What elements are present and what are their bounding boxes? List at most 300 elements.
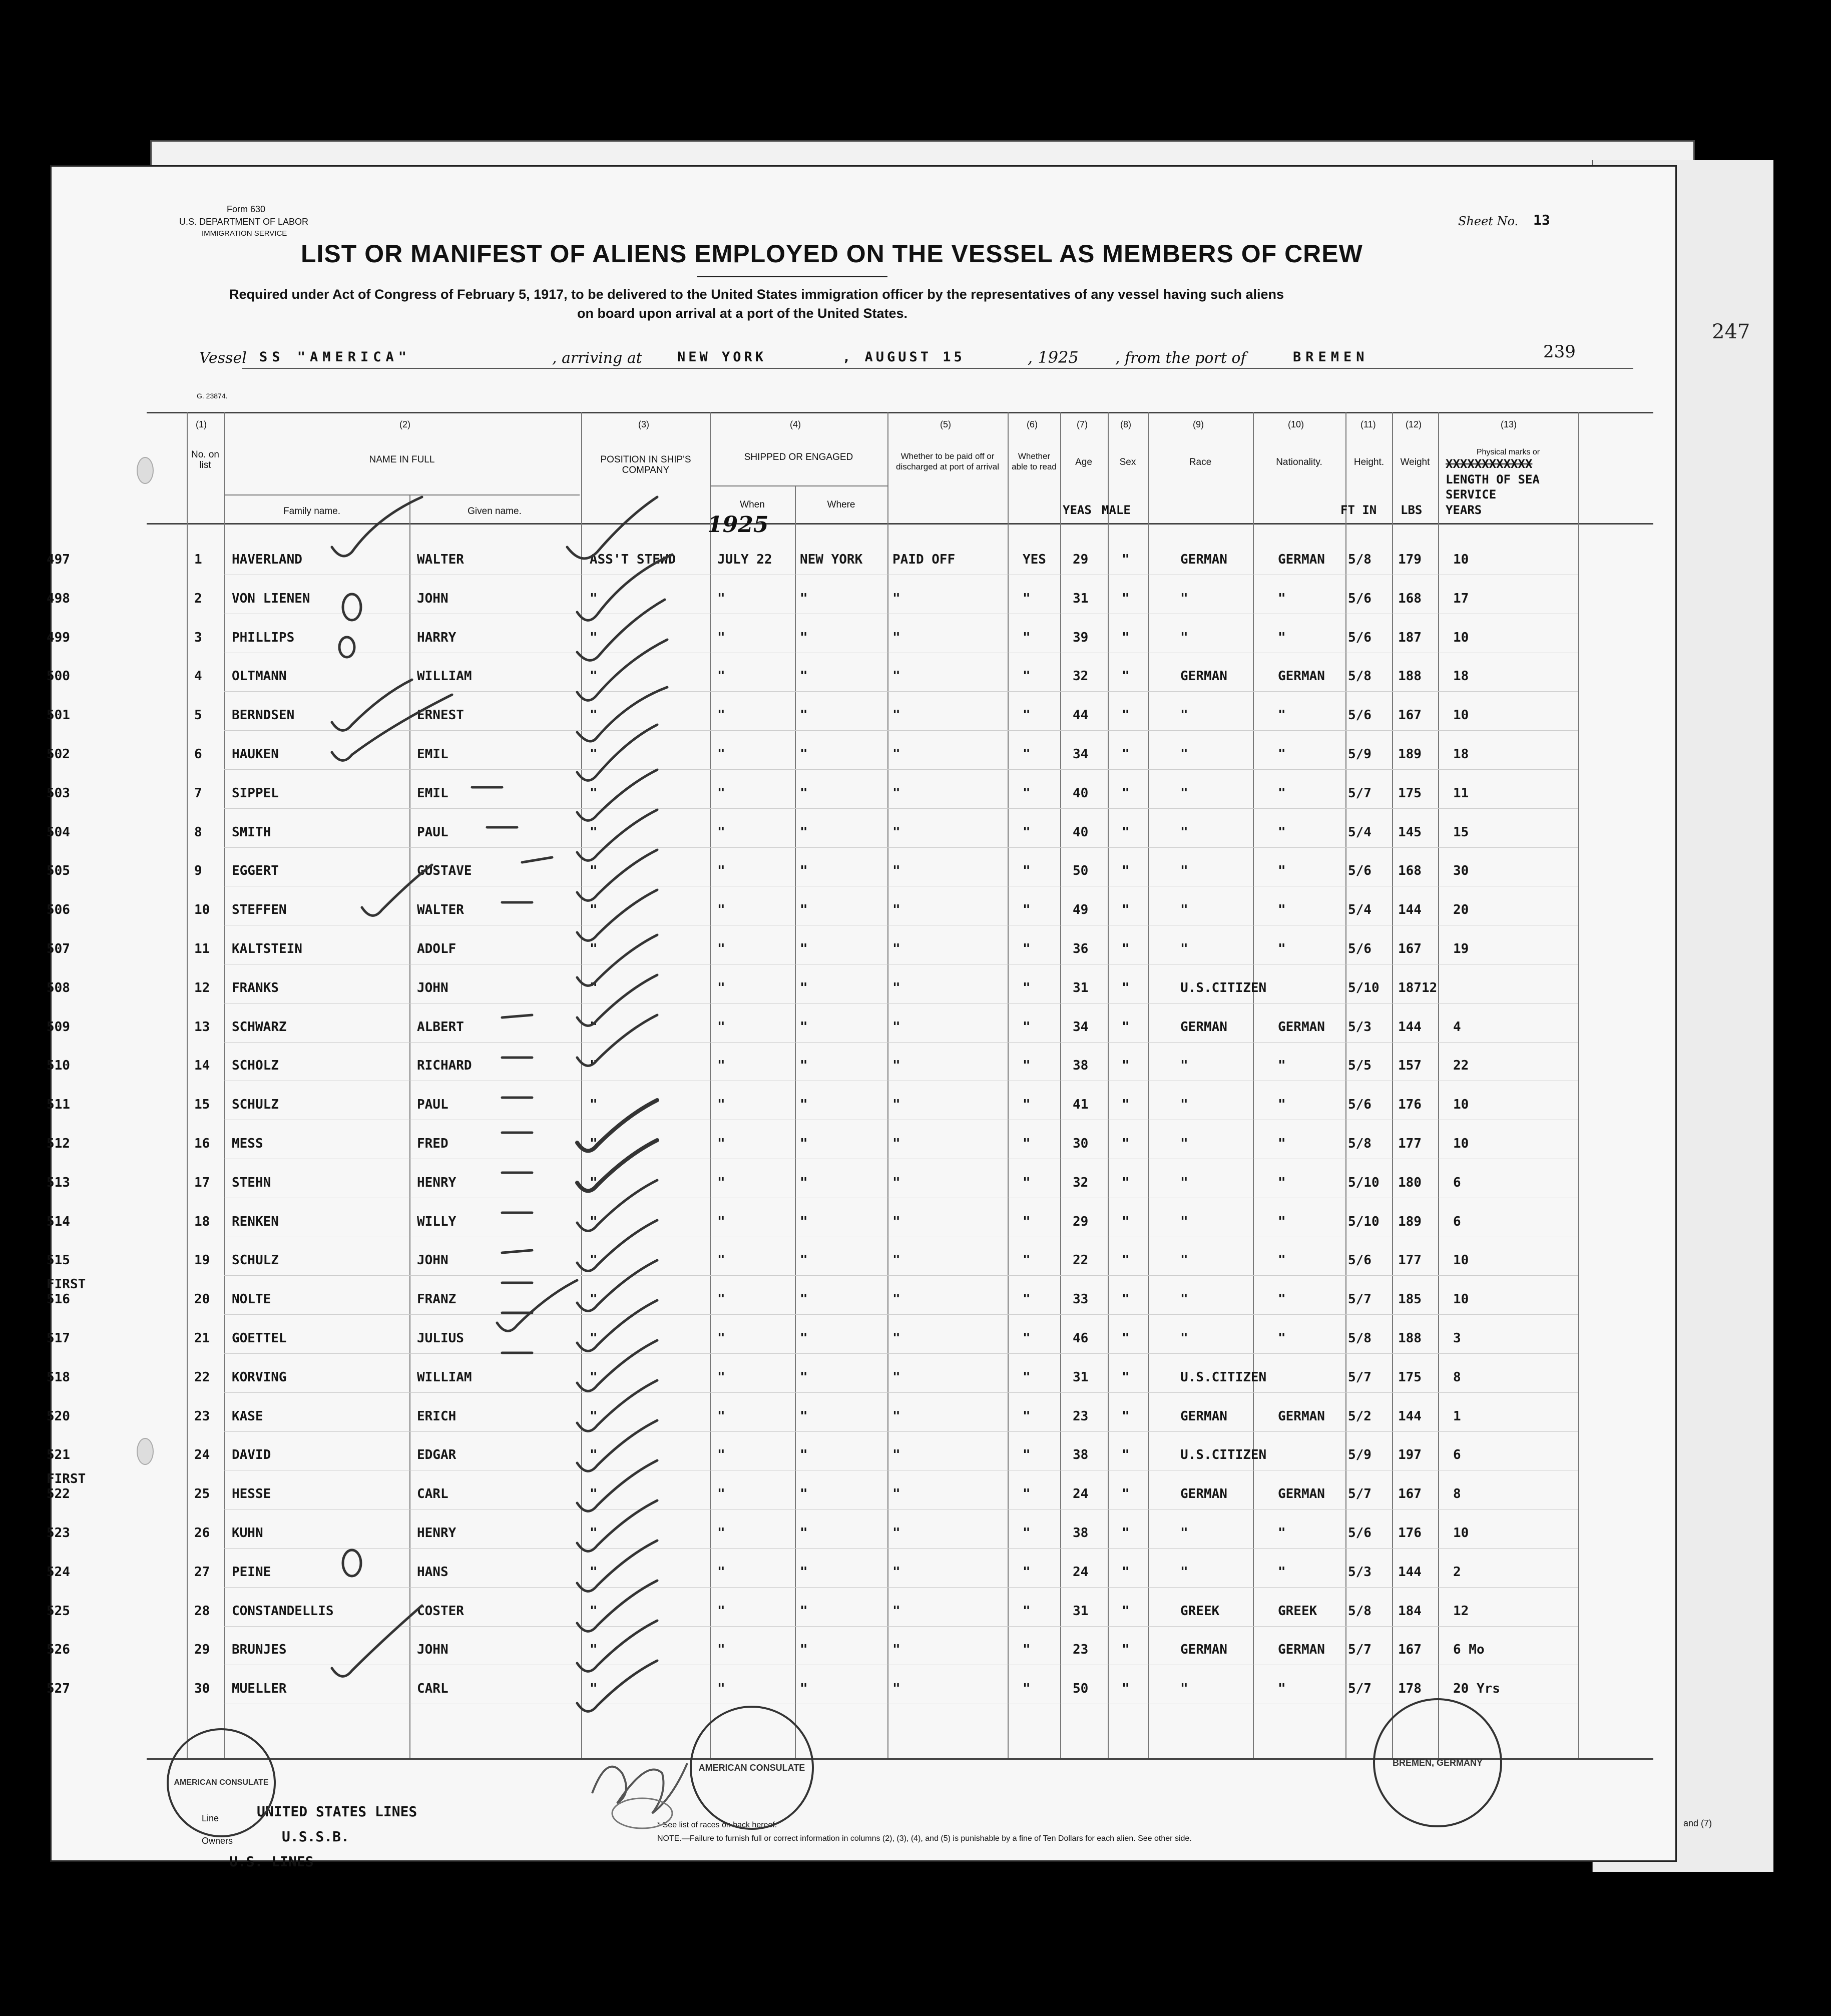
sheet-label: Sheet No. — [1458, 214, 1519, 228]
able-to-read: " — [1023, 1564, 1031, 1580]
given-name: WILLIAM — [417, 1369, 472, 1385]
height: 5/8 — [1348, 669, 1371, 684]
nationality: " — [1278, 824, 1286, 840]
family-name: VON LIENEN — [232, 591, 310, 606]
height: 5/6 — [1348, 708, 1371, 723]
able-to-read: " — [1023, 708, 1031, 723]
race: " — [1180, 941, 1188, 956]
age: 32 — [1073, 669, 1089, 684]
race: GERMAN — [1180, 1642, 1227, 1658]
weight: 178 — [1398, 1681, 1422, 1697]
sex: " — [1122, 669, 1130, 684]
position: " — [590, 824, 598, 840]
able-to-read: YES — [1023, 552, 1046, 567]
able-to-read: " — [1023, 1642, 1031, 1658]
weight: 189 — [1398, 1214, 1422, 1229]
serial-number: 523 — [47, 1526, 70, 1541]
position: " — [590, 1097, 598, 1113]
row-number: 4 — [194, 669, 202, 684]
shipped-when: " — [717, 747, 725, 762]
row-number: 30 — [194, 1681, 210, 1697]
family-name: CONSTANDELLIS — [232, 1603, 334, 1619]
gpo-code: G. 23874. — [197, 392, 228, 400]
seal-text: AMERICAN CONSULATE — [698, 1762, 805, 1773]
row-note: FIRST — [47, 1471, 86, 1487]
given-name: HARRY — [417, 630, 456, 645]
age: 29 — [1073, 552, 1089, 567]
family-name: SCHULZ — [232, 1253, 279, 1268]
serial-number: 518 — [47, 1369, 70, 1385]
age: 34 — [1073, 1019, 1089, 1035]
race: U.S.CITIZEN — [1180, 980, 1267, 995]
age: 31 — [1073, 1369, 1089, 1385]
race: " — [1180, 747, 1188, 762]
no-on-list-header: No. on list — [191, 449, 219, 470]
paid-off: " — [892, 747, 900, 762]
height: 5/9 — [1348, 1447, 1371, 1463]
weight: 180 — [1398, 1175, 1422, 1190]
able-to-read: " — [1023, 1486, 1031, 1502]
unit-age: YEAS — [1063, 503, 1092, 517]
age: 50 — [1073, 1681, 1089, 1697]
serial-number: 515 — [47, 1253, 70, 1268]
position: " — [590, 747, 598, 762]
able-to-read: " — [1023, 1369, 1031, 1385]
sex: " — [1122, 1175, 1130, 1190]
height: 5/2 — [1348, 1408, 1371, 1424]
col-num: (7) — [1077, 419, 1088, 429]
punch-hole-icon — [137, 457, 154, 484]
height: 5/6 — [1348, 941, 1371, 956]
weight: 184 — [1398, 1603, 1422, 1619]
row-rule — [224, 691, 1578, 692]
race: " — [1180, 863, 1188, 879]
position: " — [590, 1564, 598, 1580]
sea-service: 2 — [1453, 1564, 1461, 1580]
family-name: STEHN — [232, 1175, 271, 1190]
position: " — [590, 1603, 598, 1619]
weight: 167 — [1398, 941, 1422, 956]
sea-service: 30 — [1453, 863, 1469, 879]
family-name: NOLTE — [232, 1292, 271, 1307]
able-to-read: " — [1023, 1214, 1031, 1229]
position: " — [590, 902, 598, 918]
sex: " — [1122, 1564, 1130, 1580]
sea-service: 15 — [1453, 824, 1469, 840]
age: 38 — [1073, 1447, 1089, 1463]
shipped-when: " — [717, 785, 725, 801]
shipped-where: " — [800, 941, 808, 956]
paid-off: " — [892, 669, 900, 684]
seal-text: BREMEN, GERMANY — [1392, 1757, 1483, 1768]
shipped-where: " — [800, 1136, 808, 1151]
sea-service: 10 — [1453, 1526, 1469, 1541]
nationality: " — [1278, 863, 1286, 879]
position: " — [590, 708, 598, 723]
sea-service: 17 — [1453, 591, 1469, 606]
age: 31 — [1073, 591, 1089, 606]
given-name: ERNEST — [417, 708, 464, 723]
shipped-when: " — [717, 669, 725, 684]
height: 5/10 — [1348, 980, 1380, 995]
name-subheader-rule — [224, 494, 580, 495]
age-header: Age — [1075, 457, 1092, 467]
col-num: (3) — [638, 419, 649, 429]
serial-number: 504 — [47, 824, 70, 840]
given-name: PAUL — [417, 1097, 448, 1113]
serial-number: 499 — [47, 630, 70, 645]
owners-label: Owners — [202, 1836, 233, 1846]
race: " — [1180, 785, 1188, 801]
height: 5/4 — [1348, 902, 1371, 918]
shipped-when: " — [717, 1214, 725, 1229]
height: 5/6 — [1348, 1526, 1371, 1541]
serial-number: 501 — [47, 708, 70, 723]
nationality: " — [1278, 1214, 1286, 1229]
paid-off: " — [892, 1214, 900, 1229]
row-number: 27 — [194, 1564, 210, 1580]
shipped-where: " — [800, 1642, 808, 1658]
column-divider — [1578, 412, 1579, 1758]
sea-service: 8 — [1453, 1486, 1461, 1502]
race: " — [1180, 1526, 1188, 1541]
from-port: BREMEN — [1293, 349, 1369, 365]
sex: " — [1122, 902, 1130, 918]
age: 44 — [1073, 708, 1089, 723]
given-name: FRED — [417, 1136, 448, 1151]
family-name: SCHULZ — [232, 1097, 279, 1113]
race: " — [1180, 1564, 1188, 1580]
side-stamp: 247 — [1712, 320, 1750, 343]
age: 23 — [1073, 1642, 1089, 1658]
seal-text: AMERICAN CONSULATE — [174, 1778, 269, 1787]
shipped-when: " — [717, 1175, 725, 1190]
paid-off: " — [892, 1408, 900, 1424]
physical-marks-struck: XXXXXXXXXXXX — [1446, 457, 1533, 471]
position: " — [590, 785, 598, 801]
subtitle-line-1: Required under Act of Congress of February 5, 1917, to be delivered to the United States immigration officer by the representatives of any vessel having such aliens — [229, 287, 1284, 302]
row-rule — [224, 1353, 1578, 1354]
shipped-where: " — [800, 1058, 808, 1074]
column-divider — [187, 412, 188, 1758]
row-number: 6 — [194, 747, 202, 762]
family-name: SMITH — [232, 824, 271, 840]
shipped-when: " — [717, 1097, 725, 1113]
family-name: KASE — [232, 1408, 263, 1424]
able-to-read: " — [1023, 785, 1031, 801]
sex: " — [1122, 1253, 1130, 1268]
sea-service: 6 — [1453, 1214, 1461, 1229]
age: 24 — [1073, 1486, 1089, 1502]
serial-number: 513 — [47, 1175, 70, 1190]
from-port-label: , from the port of — [1115, 349, 1246, 367]
race: GERMAN — [1180, 1408, 1227, 1424]
shipped-when: " — [717, 902, 725, 918]
shipped-when: " — [717, 1447, 725, 1463]
height: 5/3 — [1348, 1019, 1371, 1035]
row-number: 11 — [194, 941, 210, 956]
shipped-when: " — [717, 1331, 725, 1346]
sheet-number: 13 — [1533, 212, 1550, 228]
page-stamp: 239 — [1543, 342, 1576, 362]
age: 30 — [1073, 1136, 1089, 1151]
row-number: 26 — [194, 1526, 210, 1541]
vessel-line-rule — [242, 368, 1633, 369]
given-name: ALBERT — [417, 1019, 464, 1035]
nationality: GERMAN — [1278, 1486, 1325, 1502]
able-to-read: " — [1023, 1408, 1031, 1424]
family-name: MUELLER — [232, 1681, 287, 1697]
owners-value: U.S.S.B. — [282, 1828, 349, 1845]
weight: 179 — [1398, 552, 1422, 567]
weight: 167 — [1398, 708, 1422, 723]
paid-off: " — [892, 863, 900, 879]
footnote-penalty: NOTE.—Failure to furnish full or correct information in columns (2), (3), (4), and (5) is punishable by a fine of Ten Dollars for each alien. See other side. — [657, 1834, 1192, 1843]
given-name: EMIL — [417, 785, 448, 801]
family-name: PHILLIPS — [232, 630, 295, 645]
sex-header: Sex — [1119, 457, 1136, 467]
sex: " — [1122, 1681, 1130, 1697]
race: " — [1180, 1681, 1188, 1697]
height: 5/6 — [1348, 1097, 1371, 1113]
row-rule — [224, 1548, 1578, 1549]
race: " — [1180, 1253, 1188, 1268]
paid-off: " — [892, 824, 900, 840]
sea-service: 6 — [1453, 1447, 1461, 1463]
serial-number: 517 — [47, 1331, 70, 1346]
weight: 144 — [1398, 902, 1422, 918]
shipped-where: " — [800, 1447, 808, 1463]
form-number: Form 630 — [227, 204, 266, 214]
paid-off: " — [892, 1292, 900, 1307]
position: " — [590, 1408, 598, 1424]
column-divider — [409, 494, 410, 1758]
nationality: GREEK — [1278, 1603, 1317, 1619]
line-label: Line — [202, 1813, 219, 1823]
weight: 177 — [1398, 1136, 1422, 1151]
height: 5/7 — [1348, 1292, 1371, 1307]
sex: " — [1122, 1292, 1130, 1307]
sex: " — [1122, 1369, 1130, 1385]
able-to-read: " — [1023, 1292, 1031, 1307]
family-name: HESSE — [232, 1486, 271, 1502]
family-name: KALTSTEIN — [232, 941, 302, 956]
shipped-when: " — [717, 1564, 725, 1580]
shipped-when: " — [717, 1486, 725, 1502]
position: " — [590, 1642, 598, 1658]
shipped-where: " — [800, 1486, 808, 1502]
col-num: (8) — [1120, 419, 1131, 429]
row-rule — [224, 847, 1578, 848]
given-name: PAUL — [417, 824, 448, 840]
position: " — [590, 1292, 598, 1307]
family-name: OLTMANN — [232, 669, 287, 684]
family-name: KUHN — [232, 1526, 263, 1541]
arriving-label: , arriving at — [552, 349, 642, 367]
nationality: " — [1278, 591, 1286, 606]
given-name: HENRY — [417, 1526, 456, 1541]
sex: " — [1122, 1603, 1130, 1619]
serial-number: 506 — [47, 902, 70, 918]
given-name: ADOLF — [417, 941, 456, 956]
paid-off: " — [892, 941, 900, 956]
consulate-seal — [1373, 1698, 1502, 1827]
row-number: 23 — [194, 1408, 210, 1424]
serial-number: 497 — [47, 552, 70, 567]
punch-hole-icon — [137, 1438, 154, 1465]
subtitle-line-2: on board upon arrival at a port of the United States. — [577, 306, 908, 321]
serial-number: 500 — [47, 669, 70, 684]
age: 49 — [1073, 902, 1089, 918]
col-num: (2) — [399, 419, 410, 429]
sex: " — [1122, 1097, 1130, 1113]
weight: 187 — [1398, 630, 1422, 645]
shipped-header: SHIPPED OR ENGAGED — [744, 452, 853, 462]
unit-service: YEARS — [1446, 503, 1482, 517]
height: 5/6 — [1348, 630, 1371, 645]
height: 5/9 — [1348, 747, 1371, 762]
row-number: 25 — [194, 1486, 210, 1502]
able-to-read: " — [1023, 824, 1031, 840]
row-rule — [224, 769, 1578, 770]
able-to-read: " — [1023, 1058, 1031, 1074]
sex: " — [1122, 1642, 1130, 1658]
serial-number: 510 — [47, 1058, 70, 1074]
height: 5/7 — [1348, 1486, 1371, 1502]
paid-off: " — [892, 902, 900, 918]
nationality: " — [1278, 1175, 1286, 1190]
height: 5/8 — [1348, 552, 1371, 567]
arriving-port: NEW YORK — [677, 349, 767, 365]
shipped-where: " — [800, 863, 808, 879]
shipped-where: " — [800, 591, 808, 606]
department-label: U.S. DEPARTMENT OF LABOR — [179, 217, 309, 227]
given-name: WALTER — [417, 552, 464, 567]
paid-off: " — [892, 1331, 900, 1346]
family-name: SIPPEL — [232, 785, 279, 801]
age: 40 — [1073, 824, 1089, 840]
weight: 144 — [1398, 1564, 1422, 1580]
position: " — [590, 1486, 598, 1502]
row-number: 2 — [194, 591, 202, 606]
nationality: " — [1278, 1136, 1286, 1151]
race: GERMAN — [1180, 1019, 1227, 1035]
col-num: (13) — [1501, 419, 1517, 429]
paid-off: " — [892, 1681, 900, 1697]
row-number: 12 — [194, 980, 210, 995]
row-number: 18 — [194, 1214, 210, 1229]
col-num: (11) — [1360, 419, 1376, 429]
unit-height: FT IN — [1340, 503, 1377, 517]
serial-number: 514 — [47, 1214, 70, 1229]
col-num: (6) — [1027, 419, 1038, 429]
position: " — [590, 1019, 598, 1035]
shipped-when: JULY 22 — [717, 552, 772, 567]
given-name: CARL — [417, 1486, 448, 1502]
race: U.S.CITIZEN — [1180, 1447, 1267, 1463]
nationality: " — [1278, 1292, 1286, 1307]
race: " — [1180, 824, 1188, 840]
given-name: JOHN — [417, 980, 448, 995]
weight: 167 — [1398, 1486, 1422, 1502]
serial-number: 524 — [47, 1564, 70, 1580]
shipped-where: " — [800, 708, 808, 723]
given-name: JOHN — [417, 591, 448, 606]
row-number: 3 — [194, 630, 202, 645]
able-to-read: " — [1023, 591, 1031, 606]
row-number: 1 — [194, 552, 202, 567]
age: 33 — [1073, 1292, 1089, 1307]
position: " — [590, 630, 598, 645]
position: " — [590, 863, 598, 879]
position: " — [590, 1175, 598, 1190]
height: 5/7 — [1348, 1369, 1371, 1385]
able-to-read: " — [1023, 980, 1031, 995]
nationality: " — [1278, 1331, 1286, 1346]
given-name: WILLY — [417, 1214, 456, 1229]
serial-number: 505 — [47, 863, 70, 879]
length-of-service-header: LENGTH OF SEA SERVICE — [1446, 472, 1540, 501]
serial-number: 502 — [47, 747, 70, 762]
age: 38 — [1073, 1058, 1089, 1074]
height: 5/10 — [1348, 1214, 1380, 1229]
position: " — [590, 1058, 598, 1074]
weight: 145 — [1398, 824, 1422, 840]
shipped-where: " — [800, 1175, 808, 1190]
given-name-header: Given name. — [468, 506, 522, 517]
race: " — [1180, 1058, 1188, 1074]
shipped-where: " — [800, 1369, 808, 1385]
unit-weight: LBS — [1401, 503, 1423, 517]
race: U.S.CITIZEN — [1180, 1369, 1267, 1385]
serial-number: 511 — [47, 1097, 70, 1113]
col-num: (5) — [940, 419, 951, 429]
weight: 185 — [1398, 1292, 1422, 1307]
able-to-read: " — [1023, 1019, 1031, 1035]
sex: " — [1122, 980, 1130, 995]
given-name: COSTER — [417, 1603, 464, 1619]
row-rule — [224, 1587, 1578, 1588]
nationality: " — [1278, 1253, 1286, 1268]
nationality: " — [1278, 785, 1286, 801]
sea-service: 8 — [1453, 1369, 1461, 1385]
agents-value: U.S. LINES — [229, 1853, 314, 1870]
age: 23 — [1073, 1408, 1089, 1424]
paid-off: " — [892, 1642, 900, 1658]
shipped-where: " — [800, 630, 808, 645]
row-number: 17 — [194, 1175, 210, 1190]
consulate-seal — [690, 1706, 814, 1830]
age: 29 — [1073, 1214, 1089, 1229]
weight: 188 — [1398, 669, 1422, 684]
sea-service: 22 — [1453, 1058, 1469, 1074]
age: 32 — [1073, 1175, 1089, 1190]
age: 50 — [1073, 863, 1089, 879]
nationality: " — [1278, 708, 1286, 723]
sex: " — [1122, 1447, 1130, 1463]
sea-service: 10 — [1453, 1097, 1469, 1113]
nationality-header: Nationality. — [1276, 457, 1322, 467]
race: " — [1180, 1097, 1188, 1113]
position: " — [590, 980, 598, 995]
row-number: 14 — [194, 1058, 210, 1074]
nationality: GERMAN — [1278, 552, 1325, 567]
family-name: DAVID — [232, 1447, 271, 1463]
nationality: GERMAN — [1278, 1408, 1325, 1424]
able-to-read: " — [1023, 669, 1031, 684]
serial-number: 526 — [47, 1642, 70, 1658]
shipped-when: " — [717, 1136, 725, 1151]
